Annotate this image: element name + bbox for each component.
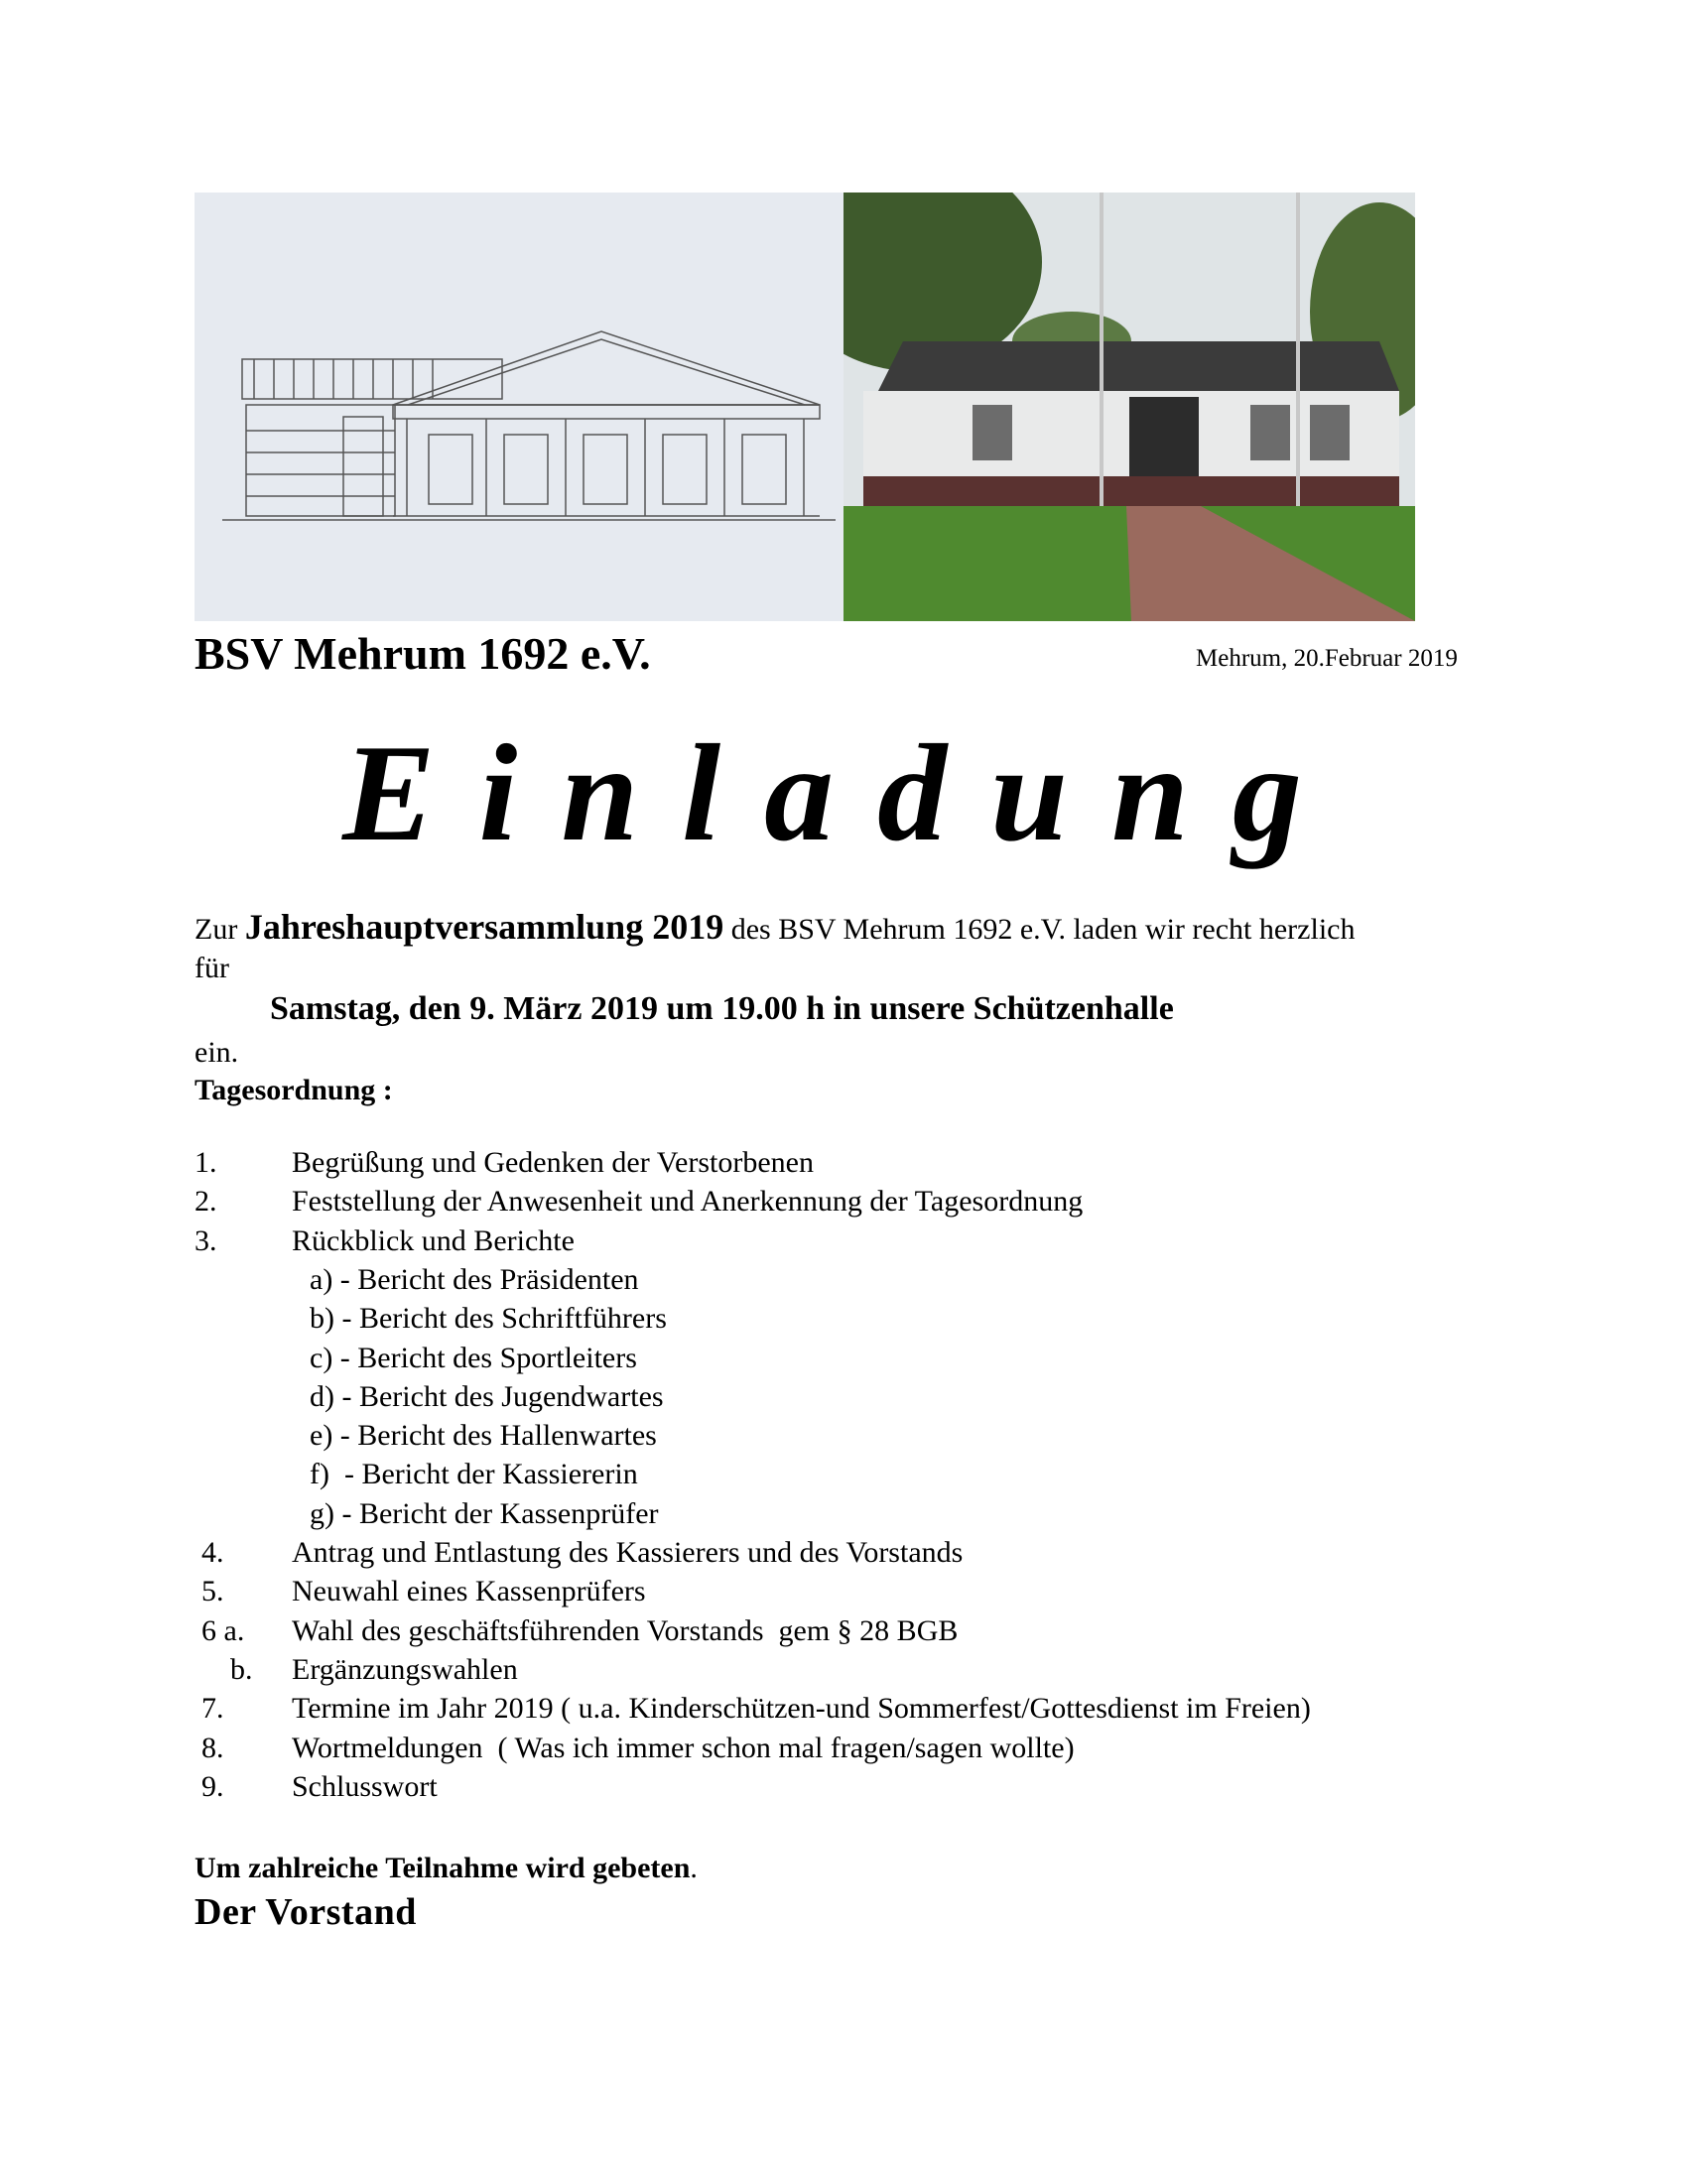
intro-zur: Zur <box>195 913 238 946</box>
intro-fuer: für <box>195 952 229 984</box>
agenda-item-number: 4. <box>201 1536 224 1569</box>
agenda-item-number: 9. <box>201 1769 224 1803</box>
closing-dot: . <box>690 1852 698 1884</box>
intro-ein: ein. <box>195 1036 239 1069</box>
agenda-item-number: b. <box>230 1652 253 1686</box>
agenda-item-text: Schlusswort <box>292 1769 438 1803</box>
clubhouse-photo <box>844 193 1415 621</box>
closing-text: Um zahlreiche Teilnahme wird gebeten <box>195 1852 691 1884</box>
agenda-item-text: Wahl des geschäftsführenden Vorstands gem § 28 BGB <box>292 1613 959 1647</box>
event-name: Jahreshauptversammlung 2019 <box>244 907 724 947</box>
closing-line <box>195 1851 698 1886</box>
meeting-date: Samstag, den 9. März 2019 um 19.00 h in unsere Schützenhalle <box>270 990 1174 1027</box>
agenda-heading: Tagesordnung : <box>195 1074 393 1106</box>
document-title: Einladung <box>342 716 1346 870</box>
agenda-item-text: f) - Bericht der Kassiererin <box>310 1458 638 1491</box>
agenda-item-text: a) - Bericht des Präsidenten <box>310 1262 639 1296</box>
agenda-item-text: g) - Bericht der Kassenprüfer <box>310 1496 659 1530</box>
agenda-item-text: Antrag und Entlastung des Kassierers und des Vorstands <box>292 1536 964 1569</box>
intro-line <box>195 906 1355 949</box>
agenda-item-text: Termine im Jahr 2019 ( u.a. Kinderschützen-und Sommerfest/Gottesdienst im Freien) <box>292 1692 1311 1726</box>
agenda-item-text: d) - Bericht des Jugendwartes <box>310 1379 664 1413</box>
hall-sketch-image <box>195 193 844 621</box>
agenda-item-number: 6 a. <box>201 1613 245 1647</box>
agenda-item-text: c) - Bericht des Sportleiters <box>310 1341 637 1374</box>
agenda-item-text: Ergänzungswahlen <box>292 1652 518 1686</box>
agenda-item-text: Neuwahl eines Kassenprüfers <box>292 1575 646 1608</box>
agenda-item-number: 1. <box>195 1146 217 1179</box>
agenda-item-text: Rückblick und Berichte <box>292 1223 575 1257</box>
agenda-item-number: 5. <box>201 1575 224 1608</box>
agenda-item-number: 7. <box>201 1692 224 1726</box>
intro-rest: des BSV Mehrum 1692 e.V. laden wir recht herzlich <box>730 913 1356 946</box>
agenda-item-number: 2. <box>195 1185 217 1219</box>
agenda-item-text: Feststellung der Anwesenheit und Anerkennung der Tagesordnung <box>292 1185 1084 1219</box>
agenda-item-text: Begrüßung und Gedenken der Verstorbenen <box>292 1146 814 1179</box>
agenda-item-text: e) - Bericht des Hallenwartes <box>310 1419 657 1453</box>
agenda-item-text: Wortmeldungen ( Was ich immer schon mal fragen/sagen wollte) <box>292 1731 1075 1764</box>
agenda-item-number: 3. <box>195 1223 217 1257</box>
agenda-item-number: 8. <box>201 1731 224 1764</box>
club-name: BSV Mehrum 1692 e.V. <box>195 628 651 679</box>
signature: Der Vorstand <box>195 1891 417 1933</box>
place-date: Mehrum, 20.Februar 2019 <box>1196 645 1458 672</box>
agenda-item-text: b) - Bericht des Schriftführers <box>310 1302 667 1336</box>
